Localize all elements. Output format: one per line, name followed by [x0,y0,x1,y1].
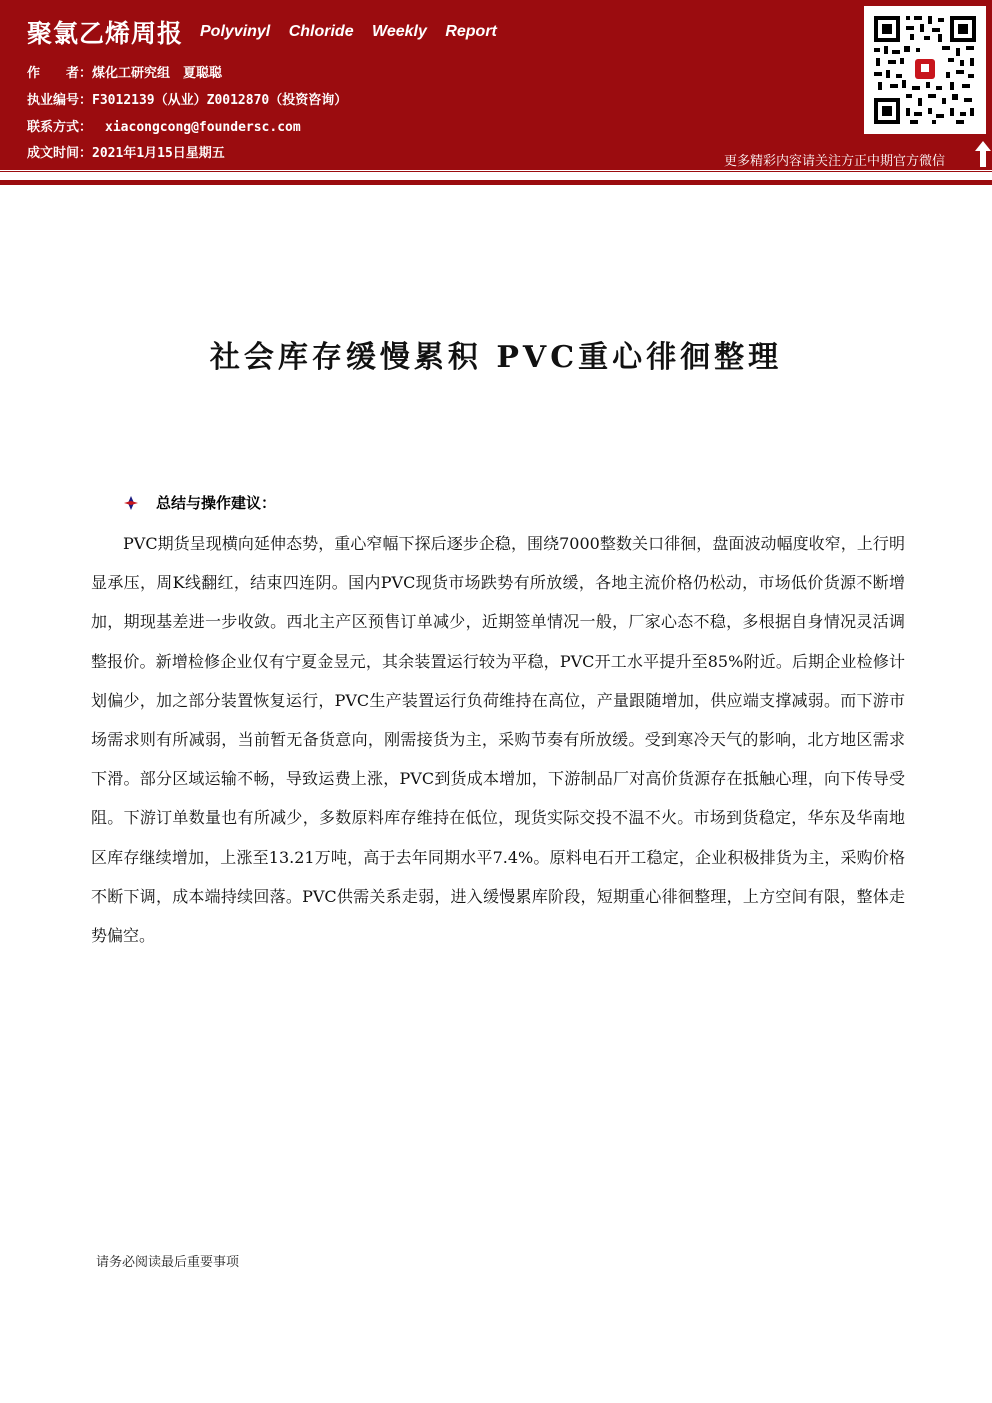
qr-code-icon[interactable] [864,6,986,134]
contact-line [27,116,301,135]
report-title-en: Polyvinyl Chloride Weekly Report [200,23,497,40]
header-divider [0,171,992,172]
diamond-bullet-icon [124,496,138,510]
license-line [27,89,347,108]
license-value: F3012139（从业）Z0012870（投资咨询） [92,93,348,108]
license-label: 执业编号： [27,93,93,108]
wechat-follow-note: 更多精彩内容请关注方正中期官方微信 [724,154,946,169]
author-line [27,62,222,81]
report-title-cn: 聚氯乙烯周报 [27,19,184,48]
contact-label: 联系方式： [27,120,93,135]
date-line [27,142,225,161]
author-value: 煤化工研究组 夏聪聪 [92,66,223,81]
section-heading [124,492,276,513]
summary-paragraph: PVC期货呈现横向延伸态势，重心窄幅下探后逐步企稳，围绕7000整数关口徘徊，盘面波动幅度收窄，上行明显承压，周K线翻红，结束四连阴。国内PVC现货市场跌势有所放缓，各地主流价格仍松动，市场低价货源不断增加，期现基差进一步收敛。西北主产区预售订单减少，近期签单情况一般，厂家心态不稳，多根据自身情况灵活调整报价。新增检修企业仅有宁夏金昱元，其余装置运行较为平稳，PVC开工水平提升至85%附近。后期企业检修计划偏少，加之部分装置恢复运行，PVC生产装置运行负荷维持在高位，产量跟随增加，供应端支撑减弱。而下游市场需求则有所减弱，当前暂无备货意向，刚需接货为主，采购节奏有所放缓。受到寒冷天气的影响，北方地区需求下滑。部分区域运输不畅，导致运费上涨，PVC到货成本增加，下游制品厂对高价货源存在抵触心理，向下传导受阻。下游订单数量也有所减少，多数原料库存维持在低位，现货实际交投不温不火。市场到货稳定，华东及华南地区库存继续增加，上涨至13.21万吨，高于去年同期水平7.4%。原料电石开工稳定，企业积极排货为主，采购价格不断下调，成本端持续回落。PVC供需关系走弱，进入缓慢累库阶段，短期重心徘徊整理，上方空间有限，整体走势偏空。 [91,534,905,946]
contact-email-link[interactable]: xiacongcong@foundersc.com [92,120,301,135]
report-header [0,0,992,170]
footer-note: 请务必阅读最后重要事项 [96,1255,240,1270]
document-title: 社会库存缓慢累积 PVC重心徘徊整理 [209,340,783,375]
date-value: 2021年1月15日星期五 [92,146,225,161]
qr-code-graphic [872,14,978,126]
author-label: 作 者： [27,66,93,81]
header-divider-thick [0,180,992,185]
arrow-up-icon [974,140,992,168]
section-heading-text: 总结与操作建议： [156,494,277,512]
date-label: 成文时间： [27,146,93,161]
